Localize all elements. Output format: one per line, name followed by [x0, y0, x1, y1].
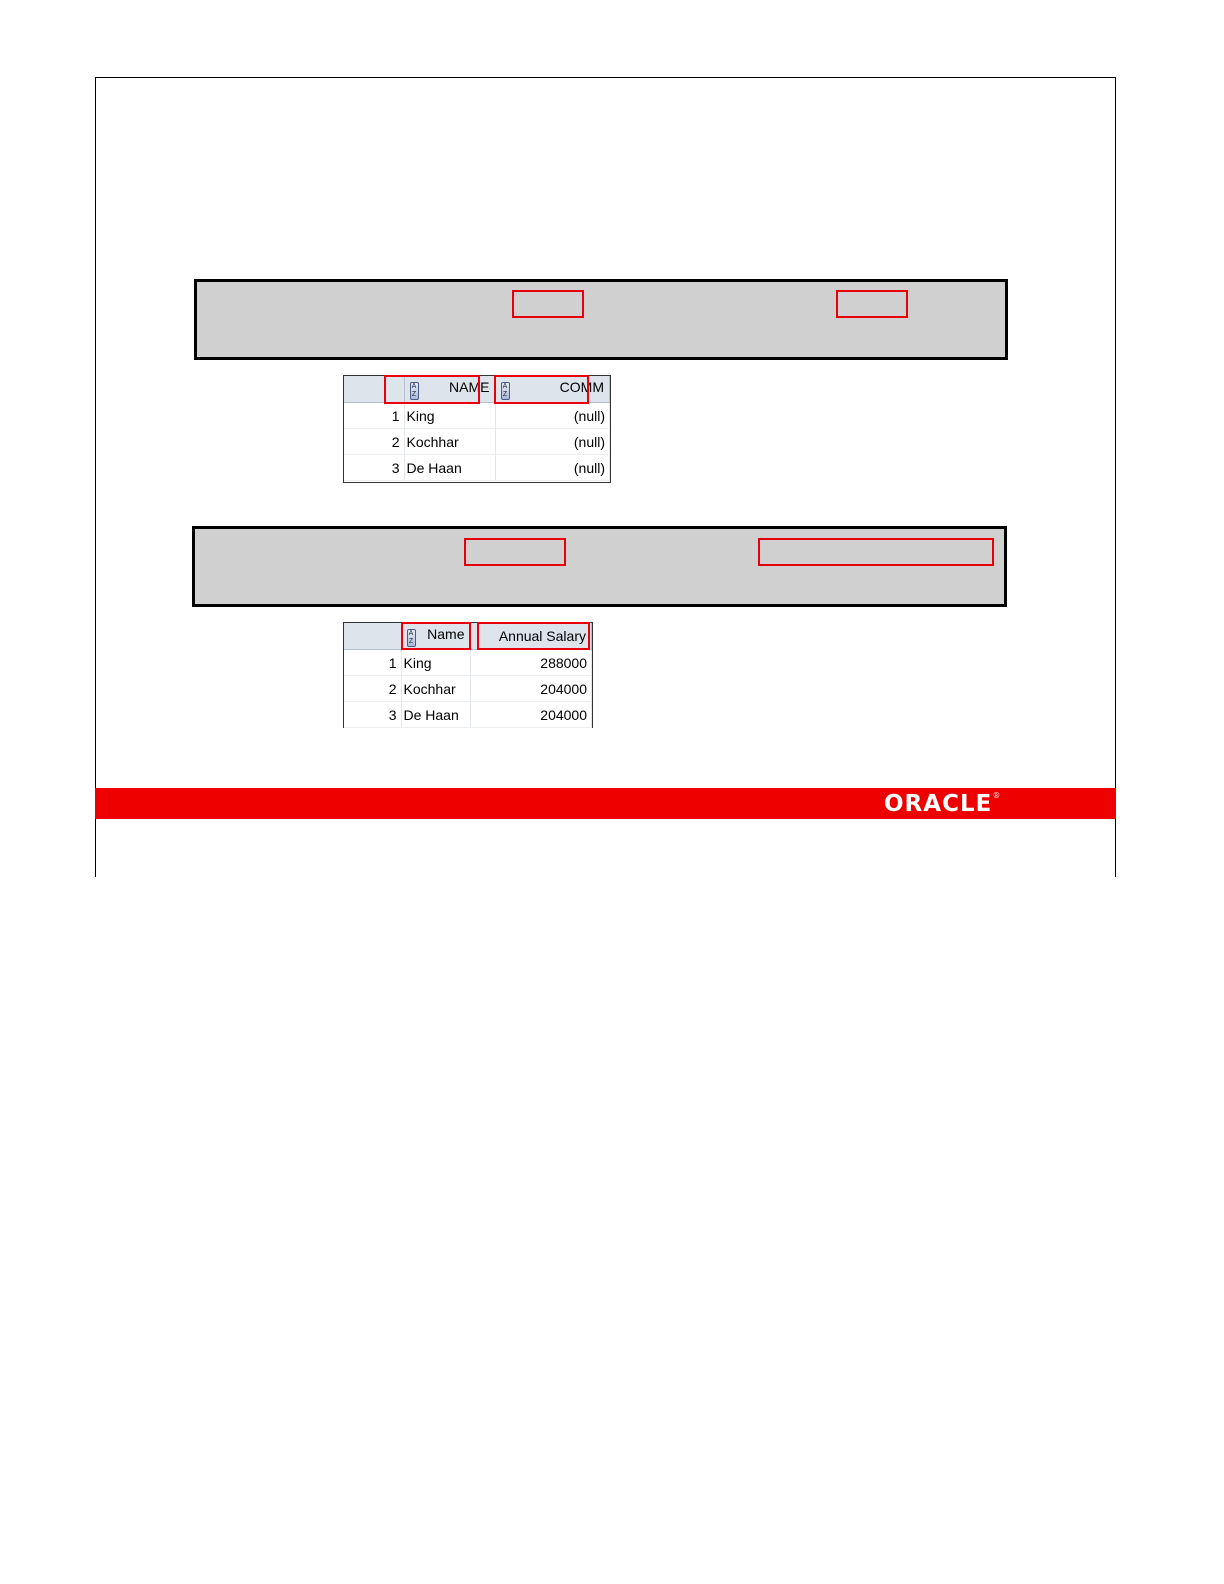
highlight-header-annual-salary [477, 622, 590, 650]
row-number: 1 [344, 650, 401, 676]
column-header-label: Name [427, 625, 465, 642]
table-row[interactable] [344, 702, 592, 728]
column-header-label: Annual Salary [498, 628, 586, 644]
table-row[interactable] [344, 429, 610, 455]
highlight-header-name-2 [401, 622, 471, 650]
table-row[interactable] [344, 676, 592, 702]
cell-name[interactable]: King [404, 403, 495, 429]
sort-icon[interactable]: A Z [407, 629, 416, 647]
row-number: 3 [344, 455, 404, 481]
column-header-label: COMM [559, 378, 604, 395]
cell-annual-salary[interactable]: 204000 [470, 676, 592, 702]
column-header-label: NAME [449, 378, 490, 395]
row-number: 1 [344, 403, 404, 429]
highlight-alias-2b [758, 538, 994, 566]
highlight-alias-2a [464, 538, 566, 566]
cell-annual-salary[interactable]: 204000 [470, 702, 592, 728]
cell-name[interactable]: De Haan [404, 455, 495, 481]
cell-annual-salary[interactable]: 288000 [470, 650, 592, 676]
cell-name[interactable]: Kochhar [404, 429, 495, 455]
cell-comm[interactable]: (null) [495, 403, 610, 429]
cell-name[interactable]: De Haan [401, 702, 470, 728]
highlight-header-name [384, 375, 480, 404]
row-number: 3 [344, 702, 401, 728]
highlight-header-comm [494, 375, 589, 404]
cell-name[interactable]: King [401, 650, 470, 676]
table-row[interactable] [344, 650, 592, 676]
cell-comm[interactable]: (null) [495, 429, 610, 455]
row-number: 2 [344, 676, 401, 702]
row-number: 2 [344, 429, 404, 455]
cell-name[interactable]: Kochhar [401, 676, 470, 702]
highlight-alias-1b [836, 290, 908, 318]
table-row[interactable] [344, 455, 610, 481]
oracle-logo: ORACLE® [884, 791, 1002, 817]
cell-comm[interactable]: (null) [495, 455, 610, 481]
highlight-alias-1a [512, 290, 584, 318]
logo-text: ORACLE [884, 791, 993, 817]
table-row[interactable] [344, 403, 610, 429]
sort-icon[interactable]: A Z [501, 382, 510, 400]
row-number-header [344, 623, 401, 650]
sort-icon[interactable]: A Z [410, 382, 419, 400]
